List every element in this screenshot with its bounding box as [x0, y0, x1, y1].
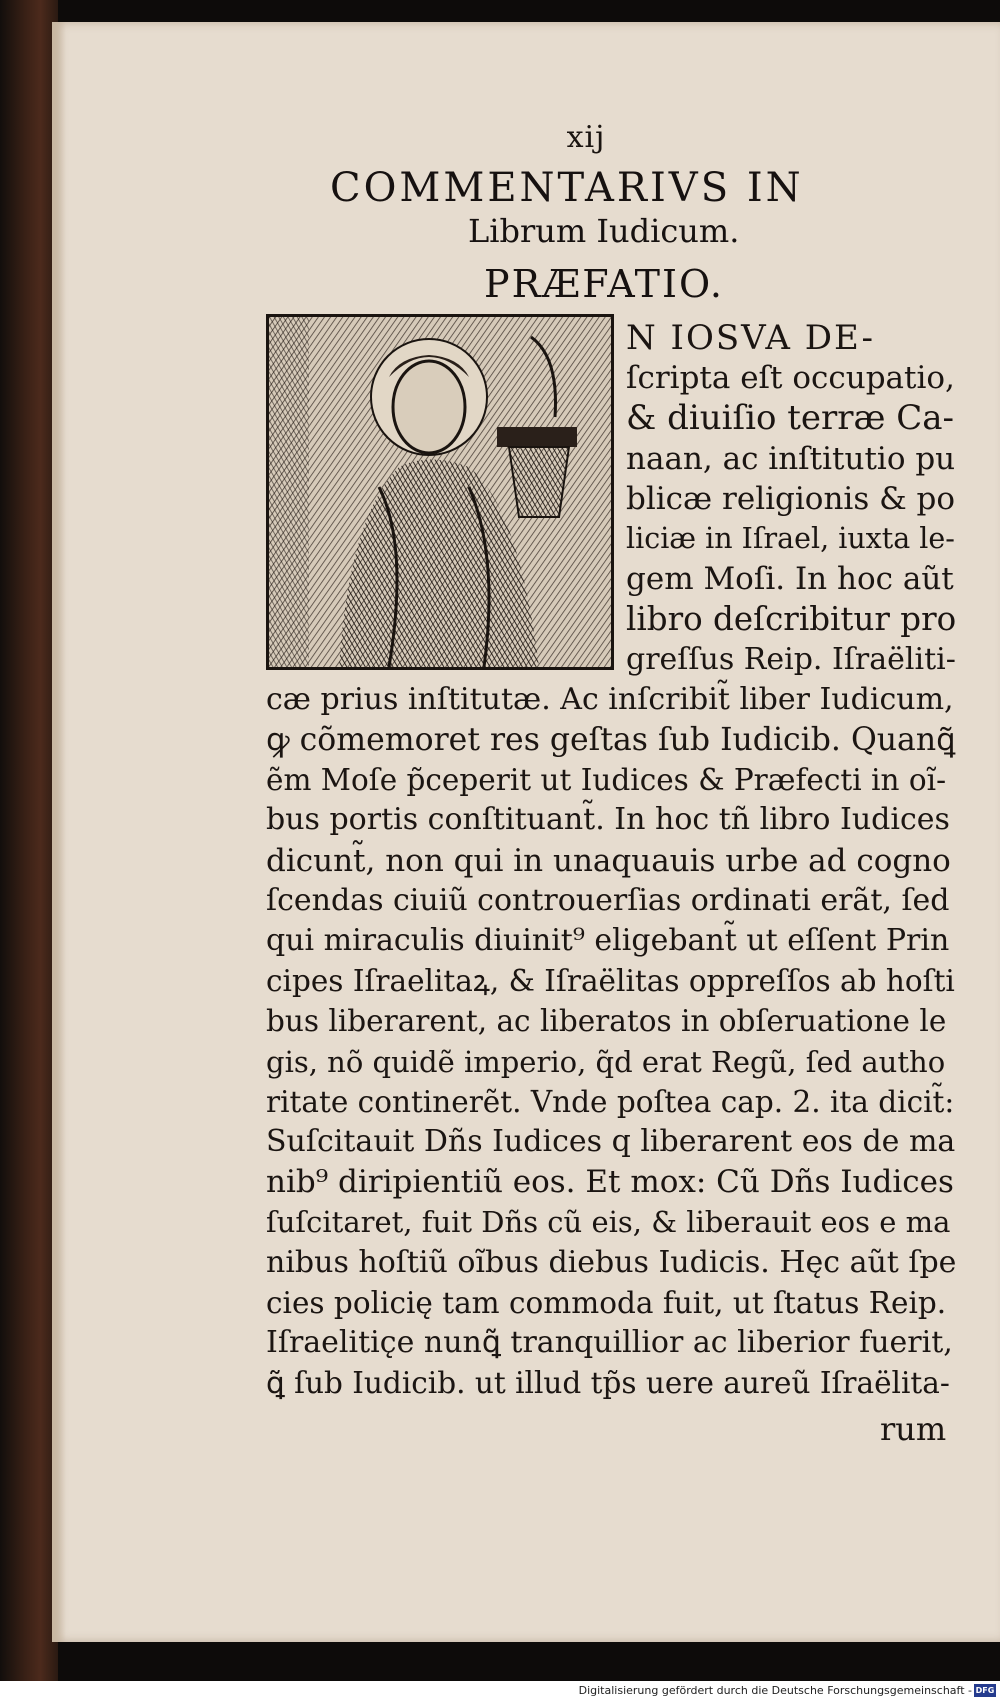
text-line: blicæ religionis & po: [626, 481, 956, 517]
text-line: ſuſcitaret, fuit Dñs cũ eis, & liberauit eos e ma: [266, 1205, 951, 1239]
text-line: ꝗ̃ ſub Iudicib. ut illud tp̃s uere aureũ Iſraëlita-: [266, 1366, 950, 1400]
woodcut-prophet-illustration: [266, 314, 614, 670]
section-heading: PRÆFATIO.: [484, 262, 725, 306]
text-line: bus portis conſtituant̃. In hoc tñ libro Iudices: [266, 802, 950, 837]
text-line: ꝙ cõmemoret res geſtas ſub Iudicib. Quanꝗ̃: [266, 722, 956, 758]
text-line: cies policię tam commoda fuit, ut ſtatus Reip.: [266, 1286, 947, 1320]
catchword: rum: [880, 1410, 947, 1448]
text-line: ritate continerẽt. Vnde poſtea cap. 2. ita dicit̃:: [266, 1085, 955, 1119]
text-line: nib⁹ diripientiũ eos. Et mox: Cũ Dñs Iudices: [266, 1164, 954, 1200]
text-line: libro deſcribitur pro: [626, 600, 957, 638]
text-line: qui miraculis diuinit⁹ eligebant̃ ut eſſent Prin: [266, 923, 950, 958]
page-gutter-shadow: [52, 22, 66, 1642]
text-line: & diuiſio terræ Ca-: [626, 398, 955, 438]
text-line: Iſraelitic̨e nunꝗ̃ tranquillior ac liberior fuerit,: [266, 1325, 953, 1360]
book-edge: [0, 0, 58, 1701]
text-line: dicunt̃, non qui in unaquauis urbe ad cogno: [266, 843, 951, 879]
dfg-logo: DFG: [975, 1686, 995, 1695]
text-line: gem Moſi. In hoc aũt: [626, 561, 954, 597]
page-title: COMMENTARIVS IN: [330, 165, 804, 211]
text-line: ſcendas ciuiũ controuerſias ordinati erãt, ſed: [266, 883, 950, 918]
text-line: cæ prius inſtitutæ. Ac inſcribit̃ liber Iudicum,: [266, 682, 954, 717]
text-line: bus liberarent, ac liberatos in obſeruatione le: [266, 1004, 947, 1038]
text-line: gis, nõ quidẽ imperio, q̃d erat Regũ, ſed autho: [266, 1045, 946, 1079]
text-line: Suſcitauit Dñs Iudices q liberarent eos de ma: [266, 1124, 956, 1159]
text-line: liciæ in Iſrael, iuxta le-: [626, 522, 955, 555]
text-line: nibus hoſtiũ oĩbus diebus Iudicis. Hęc aũt ſpe: [266, 1245, 957, 1280]
page-subtitle: Librum Iudicum.: [468, 212, 740, 250]
text-line: N IOSVA DE-: [626, 318, 875, 358]
text-line: ẽm Moſe p̃ceperit ut Iudices & Præfecti in oĩ-: [266, 763, 947, 797]
text-line: greſſus Reip. Iſraëliti-: [626, 642, 956, 677]
digitization-credit: Digitalisierung gefördert durch die Deutsche Forschungsgemeinschaft -: [578, 1684, 972, 1697]
page-number: xij: [566, 120, 606, 155]
text-line: ſcripta eſt occupatio,: [626, 360, 955, 396]
text-line: cipes Iſraelitaꝝ, & Iſraëlitas oppreſſos ab hoſti: [266, 964, 955, 998]
text-line: naan, ac inſtitutio pu: [626, 441, 956, 477]
